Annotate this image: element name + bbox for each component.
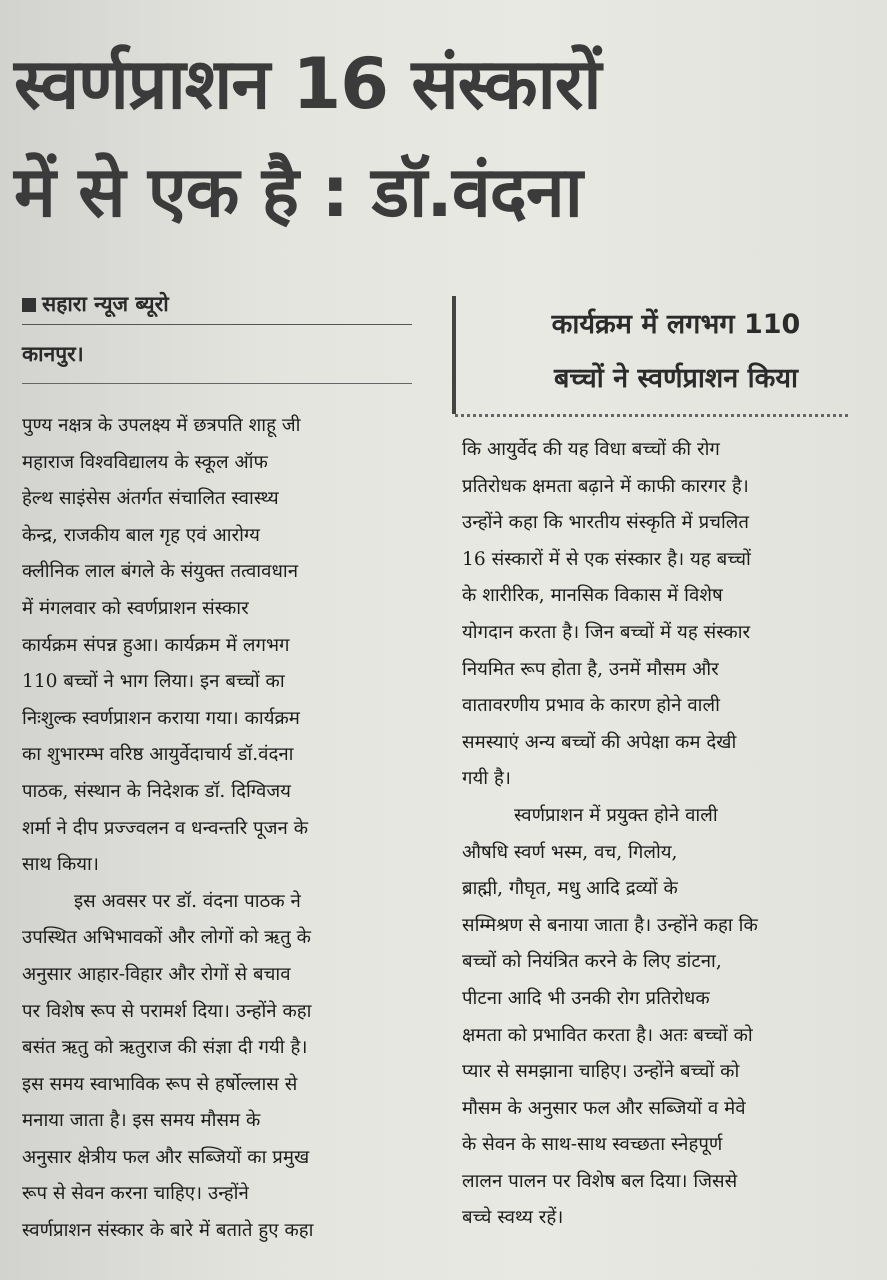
text-line: बसंत ऋतु को ऋतुराज की संज्ञा दी गयी है।	[22, 1037, 308, 1059]
text-line: हेल्थ साइंसेस अंतर्गत संचालित स्वास्थ्य	[22, 488, 279, 510]
text-line: प्यार से समझाना चाहिए। उन्होंने बच्चों को	[462, 1061, 740, 1083]
pullquote-line-2: बच्चों ने स्वर्णप्राशन किया	[553, 363, 799, 394]
text-line: क्लीनिक लाल बंगले के संयुक्त तत्वावधान	[22, 561, 299, 583]
left-column	[22, 408, 420, 1250]
text-line: समस्याएं अन्य बच्चों की अपेक्षा कम देखी	[462, 731, 737, 753]
square-bullet-icon	[22, 298, 36, 312]
text-line: इस समय स्वाभाविक रूप से हर्षोल्लास से	[22, 1073, 298, 1095]
headline-line-2: में से एक है : डॉ.वंदना	[14, 151, 582, 233]
text-line: वातावरणीय प्रभाव के कारण होने वाली	[462, 695, 720, 717]
text-line: 110 बच्चों ने भाग लिया। इन बच्चों का	[22, 671, 285, 693]
text-line: मौसम के अनुसार फल और सब्जियों व मेवे	[462, 1097, 746, 1119]
byline-text: सहारा न्यूज ब्यूरो	[42, 292, 169, 316]
text-line: निःशुल्क स्वर्णप्राशन कराया गया। कार्यक्रम	[22, 707, 300, 729]
text-line: पाठक, संस्थान के निदेशक डॉ. दिग्विजय	[22, 780, 291, 802]
right-column	[462, 432, 860, 1237]
pullquote	[452, 296, 856, 414]
text-line: 16 संस्कारों में से एक संस्कार है। यह बच्चों	[462, 548, 751, 570]
text-line: मनाया जाता है। इस समय मौसम के	[22, 1110, 261, 1132]
text-line: महाराज विश्वविद्यालय के स्कूल ऑफ	[22, 451, 268, 473]
text-line: कार्यक्रम संपन्न हुआ। कार्यक्रम में लगभग	[22, 634, 290, 656]
text-line: अनुसार क्षेत्रीय फल और सब्जियों का प्रमुख	[22, 1146, 310, 1168]
pullquote-text	[496, 298, 856, 406]
text-line: केन्द्र, राजकीय बाल गृह एवं आरोग्य	[22, 524, 260, 546]
pullquote-line-1: कार्यक्रम में लगभग 110	[551, 309, 801, 340]
text-line: उपस्थित अभिभावकों और लोगों को ऋतु के	[22, 927, 311, 949]
text-line: स्वर्णप्राशन संस्कार के बारे में बताते हुए कहा	[22, 1220, 314, 1242]
text-line: क्षमता को प्रभावित करता है। अतः बच्चों को	[462, 1024, 753, 1046]
text-line: अनुसार आहार-विहार और रोगों से बचाव	[22, 963, 291, 985]
text-line: उन्होंने कहा कि भारतीय संस्कृति में प्रचलित	[462, 512, 749, 534]
text-line: औषधि स्वर्ण भस्म, वच, गिलोय,	[462, 841, 678, 863]
text-line: पुण्य नक्षत्र के उपलक्ष्य में छत्रपति शाहू जी	[22, 415, 301, 436]
pullquote-divider	[455, 414, 848, 417]
text-line: शर्मा ने दीप प्रज्ज्वलन व धन्वन्तरि पूजन के	[22, 817, 309, 839]
byline	[22, 290, 412, 325]
text-line: बच्चे स्वथ्य रहें।	[462, 1207, 564, 1229]
text-line: साथ किया।	[22, 854, 99, 876]
text-line: के सेवन के साथ-साथ स्वच्छता स्नेहपूर्ण	[462, 1134, 723, 1156]
text-line: लालन पालन पर विशेष बल दिया। जिससे	[462, 1170, 738, 1192]
text-line: ब्राह्मी, गौघृत, मधु आदि द्रव्यों के	[462, 878, 678, 900]
text-line: स्वर्णप्राशन में प्रयुक्त होने वाली	[514, 804, 718, 826]
text-line: इस अवसर पर डॉ. वंदना पाठक ने	[74, 890, 301, 912]
text-line: गयी है।	[462, 768, 511, 790]
text-line: के शारीरिक, मानसिक विकास में विशेष	[462, 585, 723, 607]
divider	[22, 383, 412, 384]
text-line: योगदान करता है। जिन बच्चों में यह संस्कार	[462, 621, 751, 643]
text-line: कि आयुर्वेद की यह विधा बच्चों की रोग	[462, 439, 720, 460]
text-line: पीटना आदि भी उनकी रोग प्रतिरोधक	[462, 987, 710, 1009]
text-line: बच्चों को नियंत्रित करने के लिए डांटना,	[462, 951, 722, 973]
text-line: में मंगलवार को स्वर्णप्राशन संस्कार	[22, 597, 249, 619]
text-line: प्रतिरोधक क्षमता बढ़ाने में काफी कारगर है।	[462, 475, 749, 497]
dateline: कानपुर।	[22, 342, 84, 366]
headline	[14, 30, 874, 246]
text-line: नियमित रूप होता है, उनमें मौसम और	[462, 658, 719, 680]
text-line: का शुभारम्भ वरिष्ठ आयुर्वेदाचार्य डॉ.वंदना	[22, 744, 294, 766]
headline-line-1: स्वर्णप्राशन 16 संस्कारों	[14, 43, 601, 125]
text-line: सम्मिश्रण से बनाया जाता है। उन्होंने कहा कि	[462, 914, 758, 936]
text-line: पर विशेष रूप से परामर्श दिया। उन्होंने कहा	[22, 1000, 312, 1022]
text-line: रूप से सेवन करना चाहिए। उन्होंने	[22, 1183, 249, 1205]
